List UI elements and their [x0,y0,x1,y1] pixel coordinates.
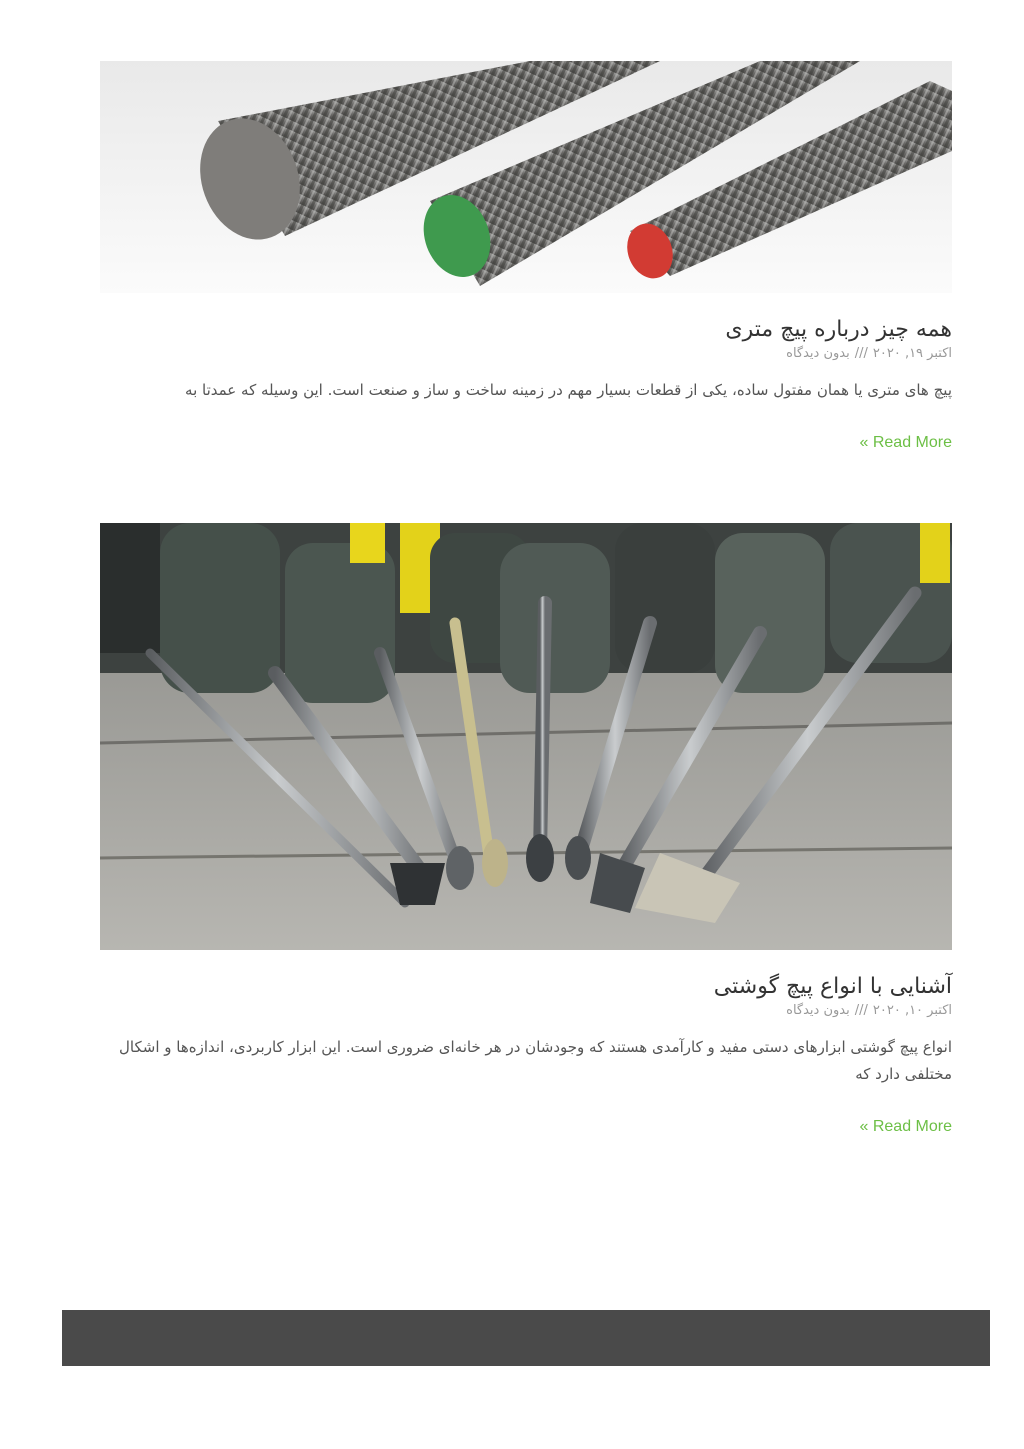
blog-post [100,61,952,452]
read-more-link[interactable]: « Read More [859,1118,952,1135]
footer-bar [62,1310,990,1366]
post-meta [100,345,952,363]
post-thumbnail[interactable] [100,61,952,293]
post-date: اکتبر ۱۹, ۲۰۲۰ [872,346,952,361]
blog-post [100,523,952,1136]
post-comments-count[interactable]: بدون دیدگاه [786,1003,850,1018]
meta-separator: /// [854,346,868,361]
meta-separator: /// [854,1003,868,1018]
post-thumbnail[interactable] [100,523,952,950]
post-comments-count[interactable]: بدون دیدگاه [786,346,850,361]
post-meta [100,1002,952,1020]
threaded-rods-image [100,61,952,293]
post-title[interactable]: آشنایی با انواع پیچ گوشتی [713,974,952,999]
read-more-link[interactable]: « Read More [859,434,952,451]
post-excerpt: پیچ های متری یا همان مفتول ساده، یکی از قطعات بسیار مهم در زمینه ساخت و ساز و صنعت است. این وسیله که عمدتا به [185,381,952,399]
screwdrivers-image [100,523,952,950]
post-date: اکتبر ۱۰, ۲۰۲۰ [872,1003,952,1018]
post-excerpt: انواع پیچ گوشتی ابزارهای دستی مفید و کارآمدی هستند که وجودشان در هر خانه‌ای ضروری است. این ابزار کاربردی، اندازه‌ها و اشکال مختلفی دارد که [119,1038,952,1083]
post-title[interactable]: همه چیز درباره پیچ متری [725,317,952,342]
